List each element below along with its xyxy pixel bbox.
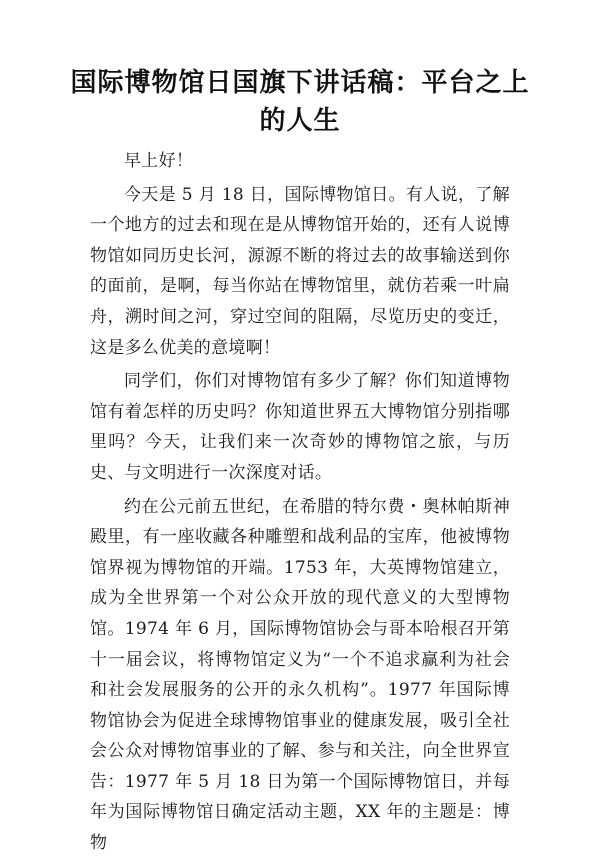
paragraph-questions: 同学们，你们对博物馆有多少了解？你们知道博物馆有着怎样的历史吗？你知道世界五大博物馆分别指哪里吗？今天，让我们来一次奇妙的博物馆之旅，与历史、与文明进行一次深度对话。	[90, 371, 510, 483]
document-title: 国际博物馆日国旗下讲话稿：平台之上的人生	[70, 68, 530, 136]
paragraph-greeting: 早上好！	[124, 151, 194, 171]
paragraph-history: 约在公元前五世纪，在希腊的特尔费・奥林帕斯神殿里，有一座收藏各种雕塑和战利品的宝库，他被博物馆界视为博物馆的开端。1753 年，大英博物馆建立，成为全世界第一个对公众开放的现代意义的大型博物馆。1974 年 6 月，国际博物馆协会与哥本哈根召开第十一届会议，将博物馆定义为“一个不追求赢利为社会和社会发展服务的公开的永久机构”。1977 年国际博物馆协会为促进全球博物馆事业的健康发展，吸引全社会公众对博物馆事业的了解、参与和关注，向全世界宣告：1977 年 5 月 18 日为第一个国际博物馆日，并每年为国际博物馆日确定活动主题，XX 年的主题是：博物	[90, 496, 510, 854]
paragraph-intro: 今天是 5 月 18 日，国际博物馆日。有人说，了解一个地方的过去和现在是从博物馆开始的，还有人说博物馆如同历史长河，源源不断的将过去的故事输送到你的面前，是啊，每当你站在博物馆里，就仿若乘一叶扁舟，溯时间之河，穿过空间的阻隔，尽览历史的变迁，这是多么优美的意境啊！	[90, 184, 510, 358]
document-body	[90, 146, 510, 862]
